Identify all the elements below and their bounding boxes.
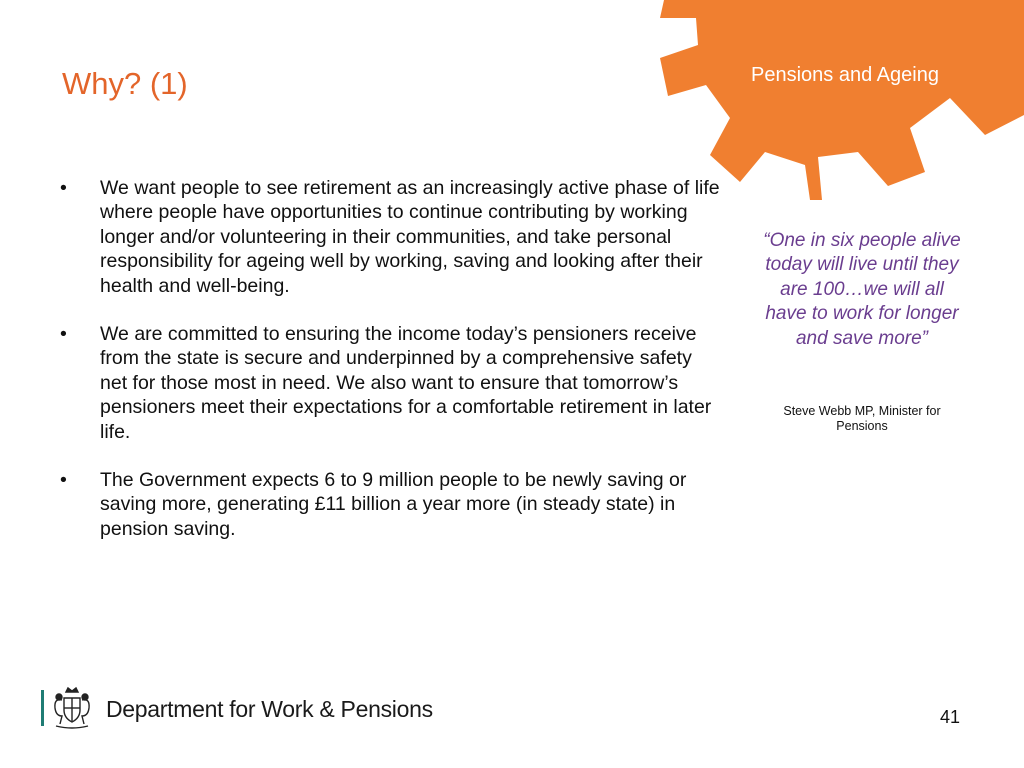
department-name: Department for Work & Pensions — [106, 696, 433, 722]
bullet-text: The Government expects 6 to 9 million people to be newly saving or saving more, generating £11 billion a year more (in steady state) in pension saving. — [100, 469, 687, 540]
quote-attribution: Steve Webb MP, Minister for Pensions — [783, 404, 941, 433]
bullet-item — [60, 468, 720, 541]
pull-quote: “One in six people alive today will live until they are 100…we will all have to work for longer and save more” — [763, 230, 961, 349]
section-label: Pensions and Ageing — [751, 64, 939, 86]
page-number: 41 — [939, 707, 960, 727]
footer-divider — [41, 690, 44, 726]
slide-title: Why? (1) — [62, 66, 188, 101]
bullet-text: We want people to see retirement as an increasingly active phase of life where people have opportunities to continue contributing by working longer and/or volunteering in their communities, and take personal responsibility for ageing well by working, saving and looking after their health and well-being. — [100, 177, 720, 297]
bullet-symbol: • — [60, 177, 67, 199]
bullet-text: We are committed to ensuring the income today’s pensioners receive from the state is secure and underpinned by a comprehensive safety net for those most in need. We also want to ensure that tomorrow’s pensioners meet their expectations for a comfortable retirement in later life. — [100, 323, 712, 443]
bullet-symbol: • — [60, 469, 67, 492]
royal-crest-icon — [50, 686, 94, 730]
bullet-list — [60, 176, 720, 565]
bullet-symbol: • — [60, 323, 67, 346]
bullet-item — [60, 176, 720, 298]
bullet-item — [60, 322, 720, 444]
